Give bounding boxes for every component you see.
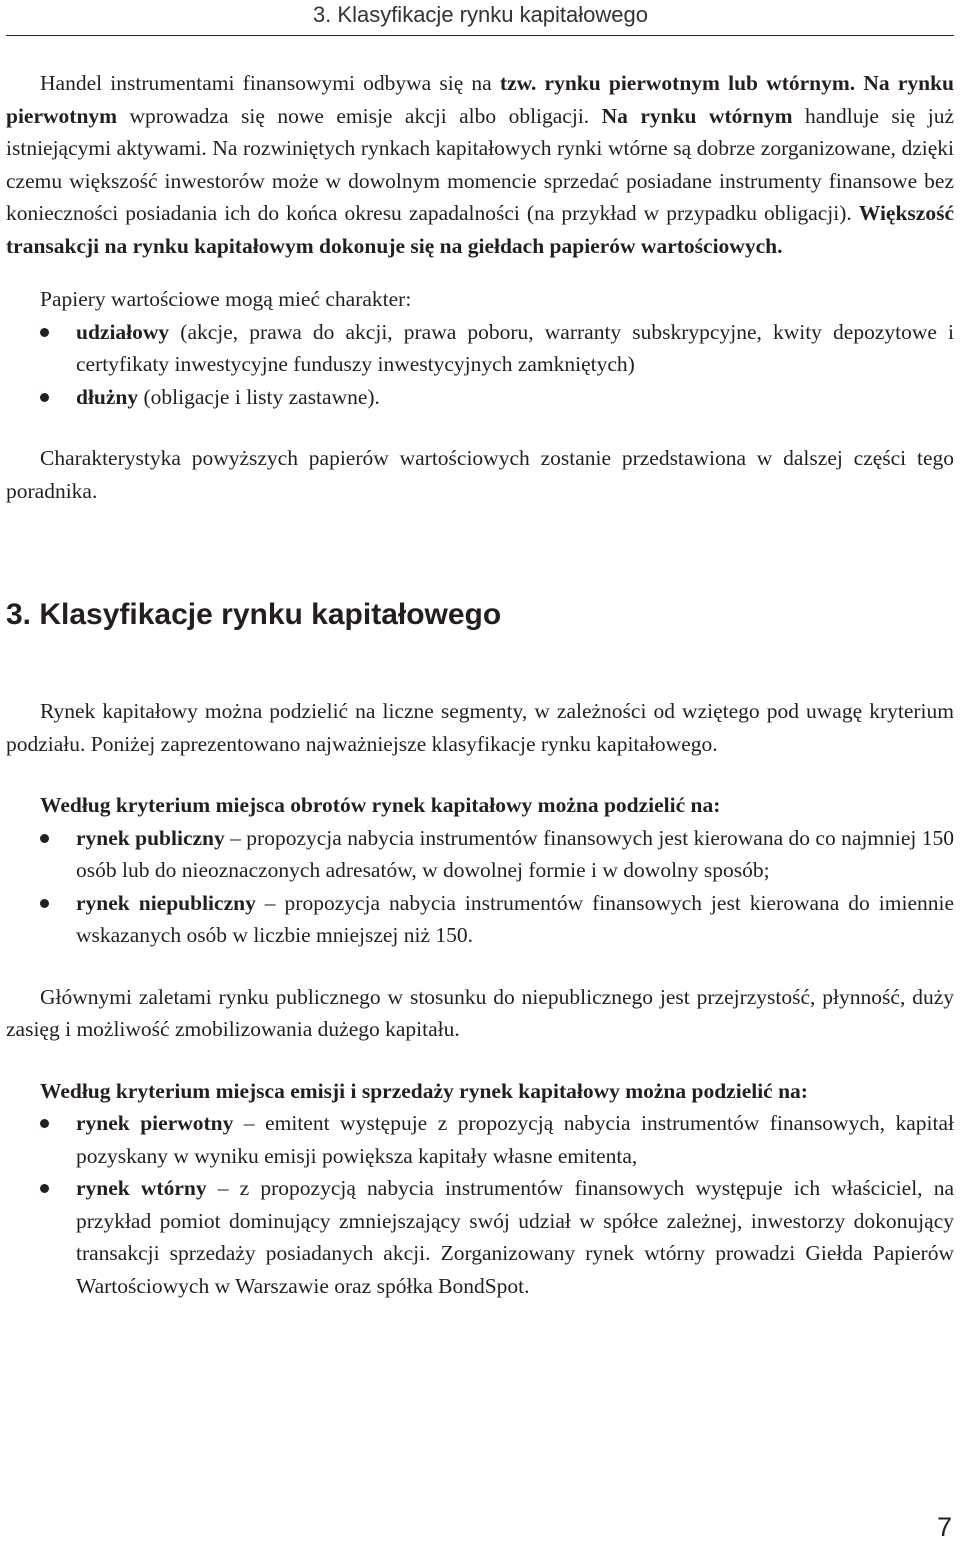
paragraph-characteristics: Charakterystyka powyższych papierów wartościowych zostanie przedstawiona w dalszej części tego poradnika.: [6, 446, 954, 503]
bullet-icon: [40, 899, 49, 908]
list-desc: – propozycja nabycia instrumentów finansowych jest kierowana do co najmniej 150 osób lub do nieoznaczonych adresatów, w dowolnej formie i w dowolny sposób;: [76, 825, 954, 882]
bullet-icon: [40, 1184, 49, 1193]
bold-text: Na rynku pierwotnym: [6, 71, 955, 128]
paragraph-segments: Rynek kapitałowy można podzielić na liczne segmenty, w zależności od wziętego pod uwagę kryterium podziału. Poniżej zaprezentowano najważniejsze klasyfikacje rynku kapitałowego.: [6, 699, 954, 756]
list-term: rynek niepubliczny: [76, 890, 256, 915]
page-content: [6, 67, 954, 1302]
text: Handel instrumentami finansowymi odbywa się na: [40, 71, 500, 95]
criterion-heading-place-of-trade: [6, 789, 954, 822]
list-item: [6, 316, 954, 381]
paragraph-markets-intro: [6, 67, 954, 262]
paragraph-securities-intro: Papiery wartościowe mogą mieć charakter:: [40, 287, 412, 311]
bullet-icon: [40, 328, 49, 337]
list-item: [6, 381, 954, 414]
list-item: [6, 887, 954, 952]
list-desc: (obligacje i listy zastawne).: [138, 384, 380, 409]
list-item: [6, 1107, 954, 1172]
header-rule: [6, 35, 954, 36]
text: wprowadza się nowe emisje akcji albo obligacji.: [117, 103, 602, 128]
bold-heading: Według kryterium miejsca obrotów rynek kapitałowy można podzielić na:: [40, 793, 721, 817]
text: handluje się już istniejącymi aktywami. Na rozwiniętych rynkach kapitałowych rynki wtórne są dobrze zorganizowane, dzięki czemu większość inwestorów może w dowolnym momencie sprzedać posiadane instrumenty finansowe bez konieczności posiadania ich do końca okresu zapadalności (na przykład w przypadku obligacji).: [6, 103, 954, 225]
bold-text: Na rynku wtórnym: [601, 103, 793, 128]
page-number: 7: [936, 1512, 952, 1542]
list-term: dłużny: [76, 384, 139, 409]
list-item: [6, 822, 954, 887]
bold-text: Większość transakcji na rynku kapitałowym dokonuje się na giełdach papierów wartościowych.: [6, 201, 954, 258]
list-desc: – z propozycją nabycia instrumentów finansowych występuje ich właściciel, na przykład pomiot dominujący zmniejszający swój udział w spółce zależnej, inwestorzy dokonujący transakcji sprzedaży posiadanych akcji. Zorganizowany rynek wtórny prowadzi Giełda Papierów Wartościowych w Warszawie oraz spółka BondSpot.: [76, 1176, 955, 1298]
bullet-icon: [40, 1119, 49, 1128]
list-term: udziałowy: [76, 319, 170, 344]
securities-list: [6, 316, 954, 414]
list-desc: (akcje, prawa do akcji, prawa poboru, warranty subskrypcyjne, kwity depozytowe i certyfikaty inwestycyjne funduszy inwestycyjnych zamkniętych): [76, 319, 954, 376]
section-title: 3. Klasyfikacje rynku kapitałowego: [6, 598, 502, 631]
paragraph-public-market-advantages: Głównymi zaletami rynku publicznego w stosunku do niepublicznego jest przejrzystość, płynność, duży zasięg i możliwość zmobilizowania dużego kapitału.: [6, 984, 954, 1041]
list-term: rynek wtórny: [76, 1176, 207, 1200]
bold-heading: Według kryterium miejsca emisji i sprzedaży rynek kapitałowy można podzielić na:: [40, 1078, 808, 1103]
bullet-icon: [40, 393, 49, 402]
list-term: rynek pierwotny: [76, 1111, 234, 1135]
bold-text: tzw. rynku pierwotnym lub wtórnym.: [499, 71, 856, 95]
place-of-trade-list: [6, 822, 954, 952]
criterion-heading-issue-and-sale: [6, 1075, 954, 1108]
list-item: [6, 1172, 954, 1302]
running-header: 3. Klasyfikacje rynku kapitałowego: [312, 2, 648, 27]
list-term: rynek publiczny: [76, 825, 225, 850]
list-desc: – emitent występuje z propozycją nabycia instrumentów finansowych, kapitał pozyskany w wyniku emisji powiększa kapitały własne emitenta,: [76, 1111, 954, 1168]
bullet-icon: [40, 834, 49, 843]
issue-and-sale-list: [6, 1107, 954, 1302]
list-desc: – propozycja nabycia instrumentów finansowych jest kierowana do imiennie wskazanych osób w liczbie mniejszej niż 150.: [76, 890, 954, 947]
